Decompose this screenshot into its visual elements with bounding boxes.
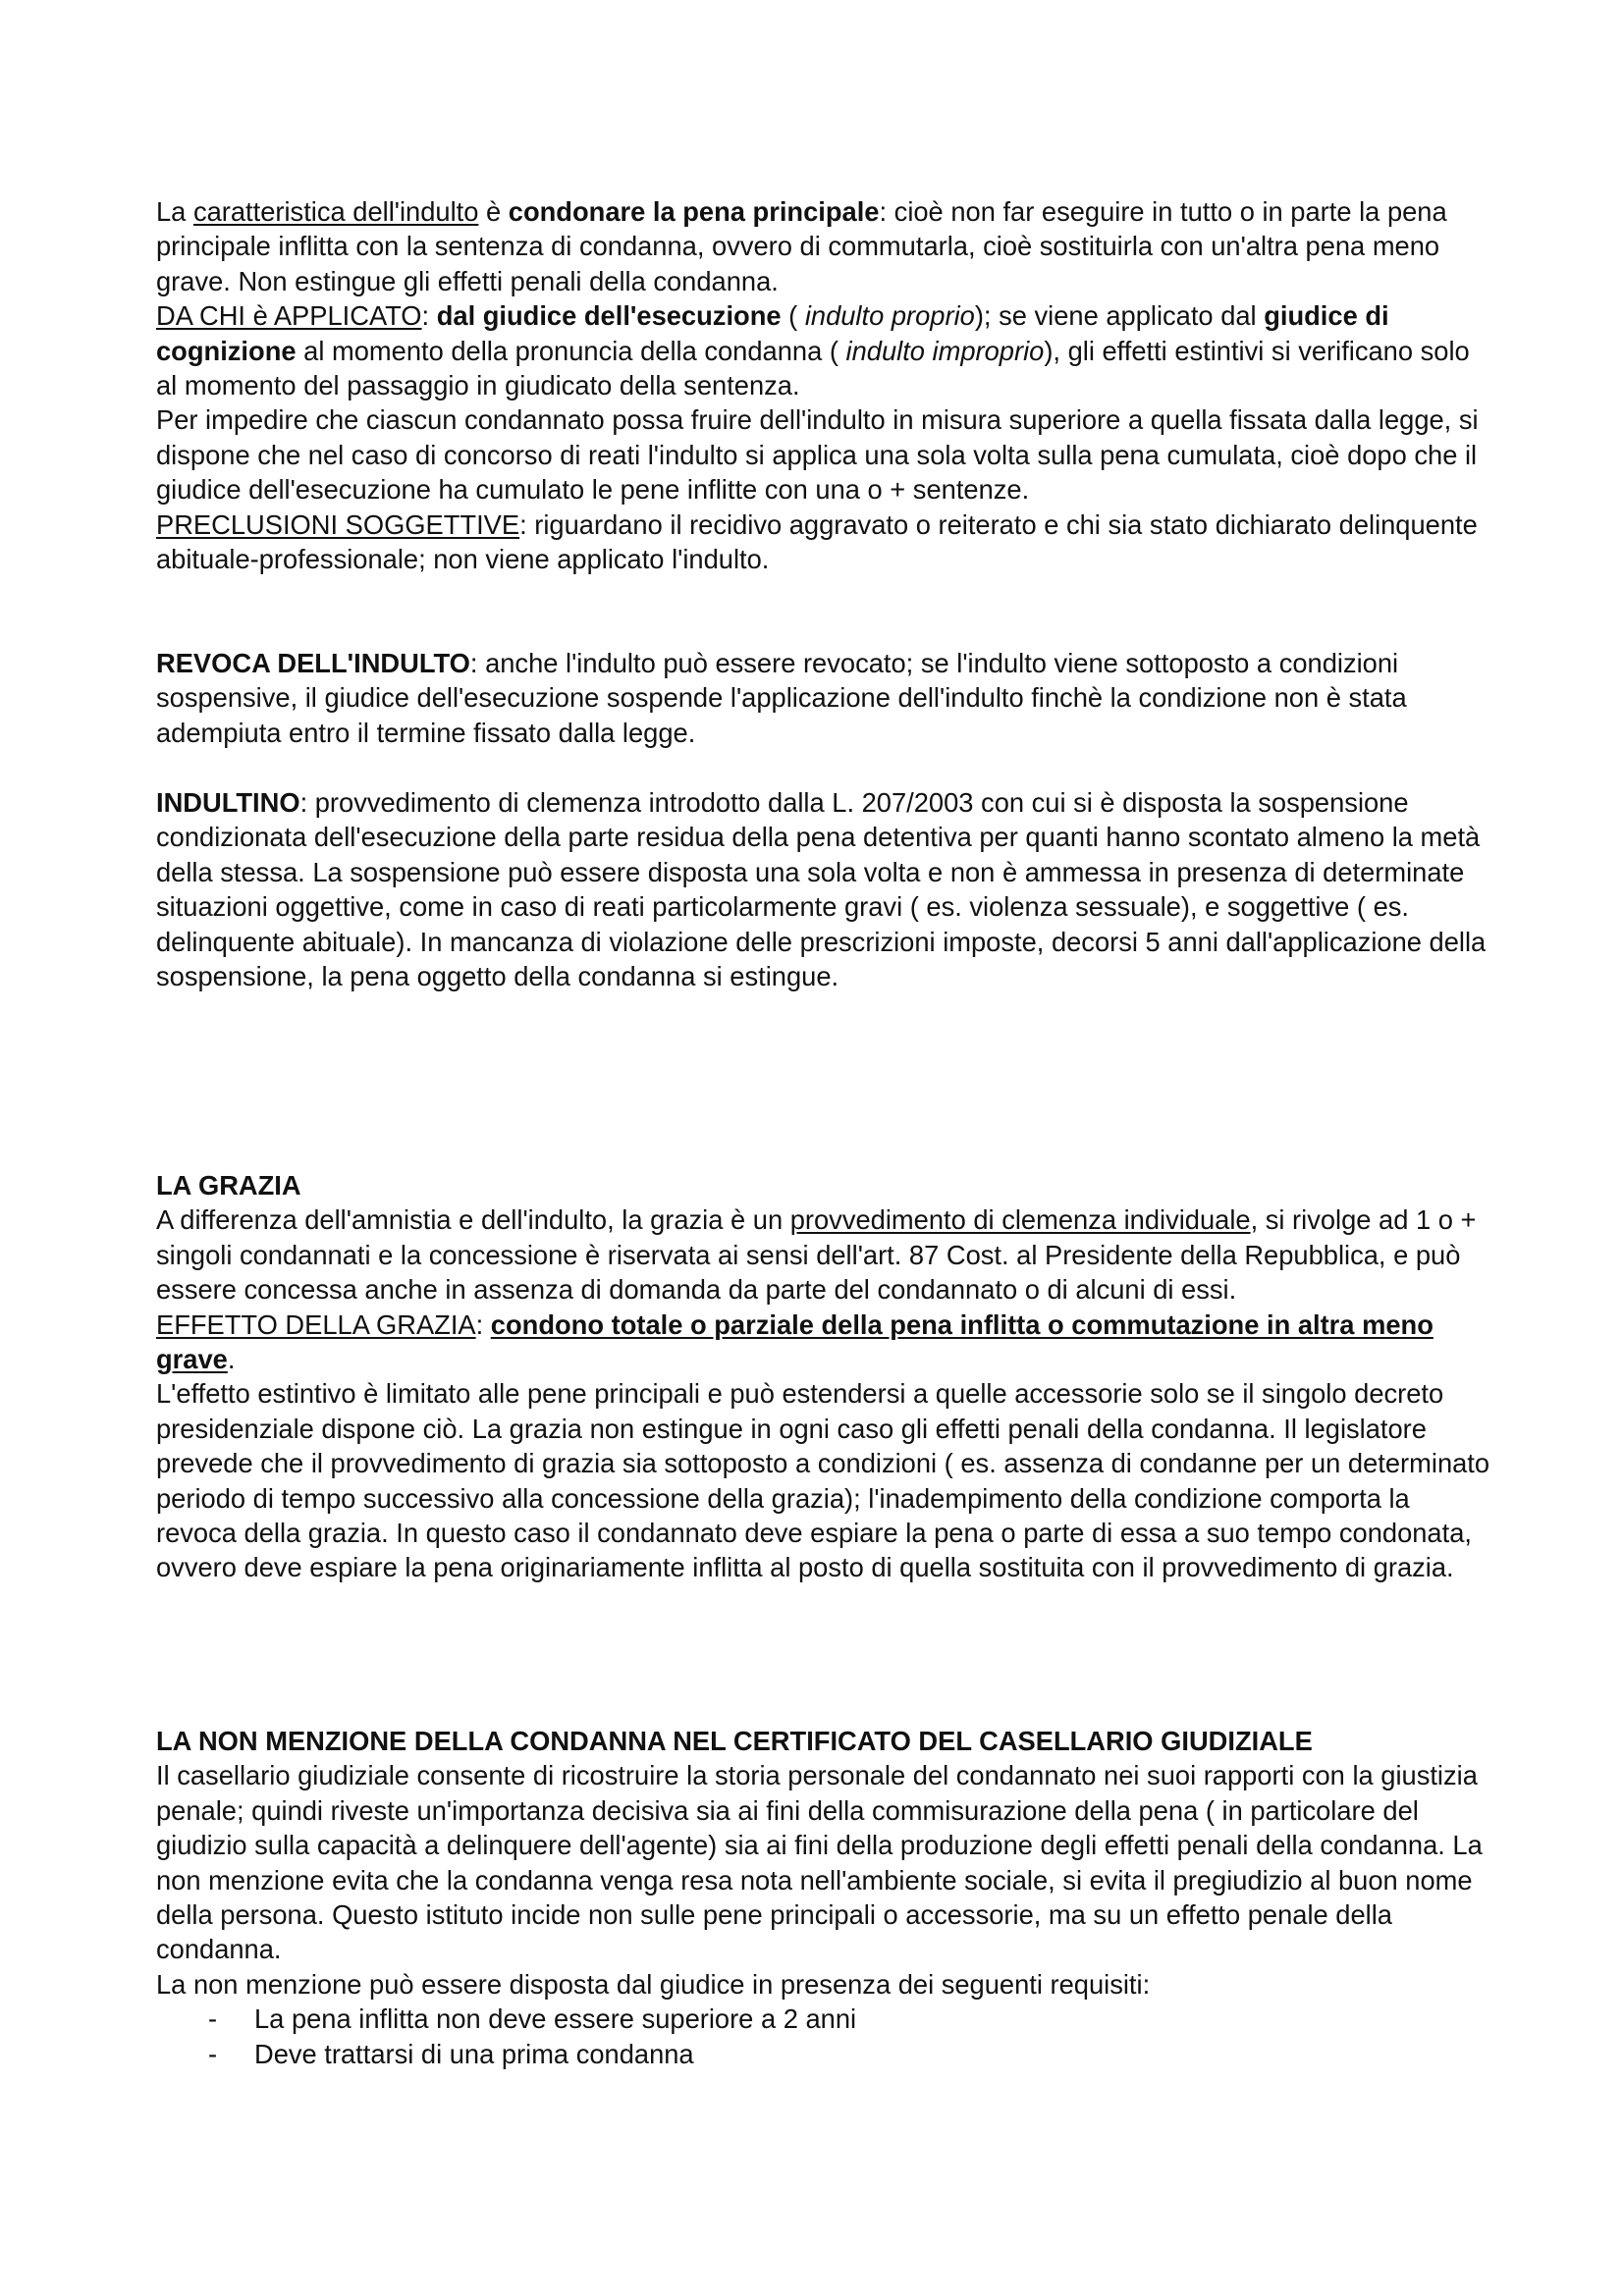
revoca-paragraph	[156, 646, 1491, 750]
text-run: al momento della pronuncia della condanna (	[296, 335, 846, 366]
indulto-paragraph-4	[156, 507, 1491, 577]
bold-term: condonare la pena principale	[508, 196, 880, 227]
underlined-term: provvedimento di clemenza individuale	[789, 1204, 1251, 1236]
text-run: ), gli effetti estintivi si verificano solo al momento del passaggio in giudicato della sentenza.	[156, 335, 1470, 401]
grazia-title: LA GRAZIA	[156, 1170, 301, 1201]
text-run: (	[781, 300, 805, 332]
grazia-section	[156, 1168, 1491, 1585]
bold-term: dal giudice dell'esecuzione	[436, 300, 782, 332]
menzione-section	[156, 1724, 1491, 2071]
list-item	[156, 2002, 1491, 2036]
indulto-paragraph-2	[156, 298, 1491, 402]
italic-term: indulto improprio	[845, 335, 1045, 366]
text-run: : cioè non far eseguire in tutto o in parte la pena principale inflitta con la sentenza di condanna, ovvero di commutarla, cioè sostituirla con un'altra pena meno grave. Non estingue gli effetti penali della condanna.	[156, 196, 1447, 296]
text-run: è	[478, 196, 509, 227]
text-run: , si rivolge ad 1 o + singoli condannati e la concessione è riservata ai sensi dell'art. 87 Cost. al Presidente della Repubblica, e può essere concessa anche in assenza di domanda da parte del condannato o di alcuni di essi.	[156, 1204, 1477, 1306]
text-run: :	[475, 1308, 491, 1340]
menzione-title: LA NON MENZIONE DELLA CONDANNA NEL CERTIFICATO DEL CASELLARIO GIUDIZIALE	[156, 1726, 1313, 1756]
requirements-list	[156, 2002, 1491, 2071]
grazia-paragraph-3: L'effetto estintivo è limitato alle pene principali e può estendersi a quelle accessorie solo se il singolo decreto presidenziale dispone ciò. La grazia non estingue in ogni caso gli effetti penali della condanna. Il legislatore prevede che il provvedimento di grazia sia sottoposto a condizioni ( es. assenza di condanne per un determinato periodo di tempo successivo alla concessione della grazia); l'inadempimento della condizione comporta la revoca della grazia. In questo caso il condannato deve espiare la pena o parte di essa a suo tempo condonata, ovvero deve espiare la pena originariamente inflitta al posto di quella sostituita con il provvedimento di grazia.	[156, 1378, 1490, 1583]
underlined-heading: PRECLUSIONI SOGGETTIVE	[156, 508, 520, 540]
underlined-heading: DA CHI è APPLICATO	[156, 300, 422, 332]
list-item	[156, 2037, 1491, 2071]
italic-term: indulto proprio	[804, 300, 975, 332]
text-run: .	[227, 1344, 236, 1375]
text-run: A differenza dell'amnistia e dell'indulto, la grazia è un	[156, 1204, 790, 1236]
list-bullet: -	[208, 2038, 218, 2069]
bold-heading: INDULTINO	[156, 787, 300, 818]
text-run: ); se viene applicato dal	[974, 300, 1265, 332]
list-item-text: Deve trattarsi di una prima condanna	[254, 2038, 694, 2069]
underlined-heading: EFFETTO DELLA GRAZIA	[156, 1308, 476, 1340]
list-item-text: La pena inflitta non deve essere superiore a 2 anni	[254, 2003, 857, 2035]
bold-heading: REVOCA DELL'INDULTO	[156, 648, 470, 678]
grazia-paragraph-1	[156, 1202, 1491, 1307]
indulto-section	[156, 194, 1491, 576]
bold-underlined-term: condono totale o parziale della pena inflitta o commutazione in altra meno grave	[156, 1308, 1434, 1375]
revoca-section	[156, 646, 1491, 750]
menzione-paragraph-2: La non menzione può essere disposta dal giudice in presenza dei seguenti requisiti:	[156, 1968, 1151, 2000]
indulto-paragraph-1	[156, 194, 1491, 298]
text-run: :	[421, 300, 437, 332]
text-run: : anche l'indulto può essere revocato; se l'indulto viene sottoposto a condizioni sospensive, il giudice dell'esecuzione sospende l'applicazione dell'indulto finchè la condizione non è stata adempiuta entro il termine fissato dalla legge.	[156, 648, 1407, 748]
menzione-paragraph-1: Il casellario giudiziale consente di ricostruire la storia personale del condannato nei suoi rapporti con la giustizia penale; quindi riveste un'importanza decisiva sia ai fini della commisurazione della pena ( in particolare del giudizio sulla capacità a delinquere dell'agente) sia ai fini della produzione degli effetti penali della condanna. La non menzione evita che la condanna venga resa nota nell'ambiente sociale, si evita il pregiudizio al buon nome della persona. Questo istituto incide non sulle pene principali o accessorie, ma su un effetto penale della condanna.	[156, 1760, 1483, 1965]
grazia-paragraph-2	[156, 1308, 1491, 1377]
indulto-paragraph-3: Per impedire che ciascun condannato possa fruire dell'indulto in misura superiore a quella fissata dalla legge, si dispone che nel caso di concorso di reati l'indulto si applica una sola volta sulla pena cumulata, cioè dopo che il giudice dell'esecuzione ha cumulato le pene inflitte con una o + sentenze.	[156, 404, 1479, 506]
text-run: La	[156, 196, 193, 227]
indultino-paragraph	[156, 785, 1491, 993]
bold-term: giudice di cognizione	[156, 300, 1389, 366]
text-run: : riguardano il recidivo aggravato o reiterato e chi sia stato dichiarato delinquente abituale-professionale; non viene applicato l'indulto.	[156, 508, 1478, 575]
indultino-section	[156, 785, 1491, 993]
text-run: : provvedimento di clemenza introdotto dalla L. 207/2003 con cui si è disposta la sospensione condizionata dell'esecuzione della parte residua della pena detentiva per quanti hanno scontato almeno la metà della stessa. La sospensione può essere disposta una sola volta e non è ammessa in presenza di determinate situazioni oggettive, come in caso di reati particolarmente gravi ( es. violenza sessuale), e soggettive ( es. delinquente abituale). In mancanza di violazione delle prescrizioni imposte, decorsi 5 anni dall'applicazione della sospensione, la pena oggetto della condanna si estingue.	[156, 787, 1487, 992]
list-bullet: -	[208, 2003, 218, 2035]
underlined-term: caratteristica dell'indulto	[192, 196, 479, 227]
